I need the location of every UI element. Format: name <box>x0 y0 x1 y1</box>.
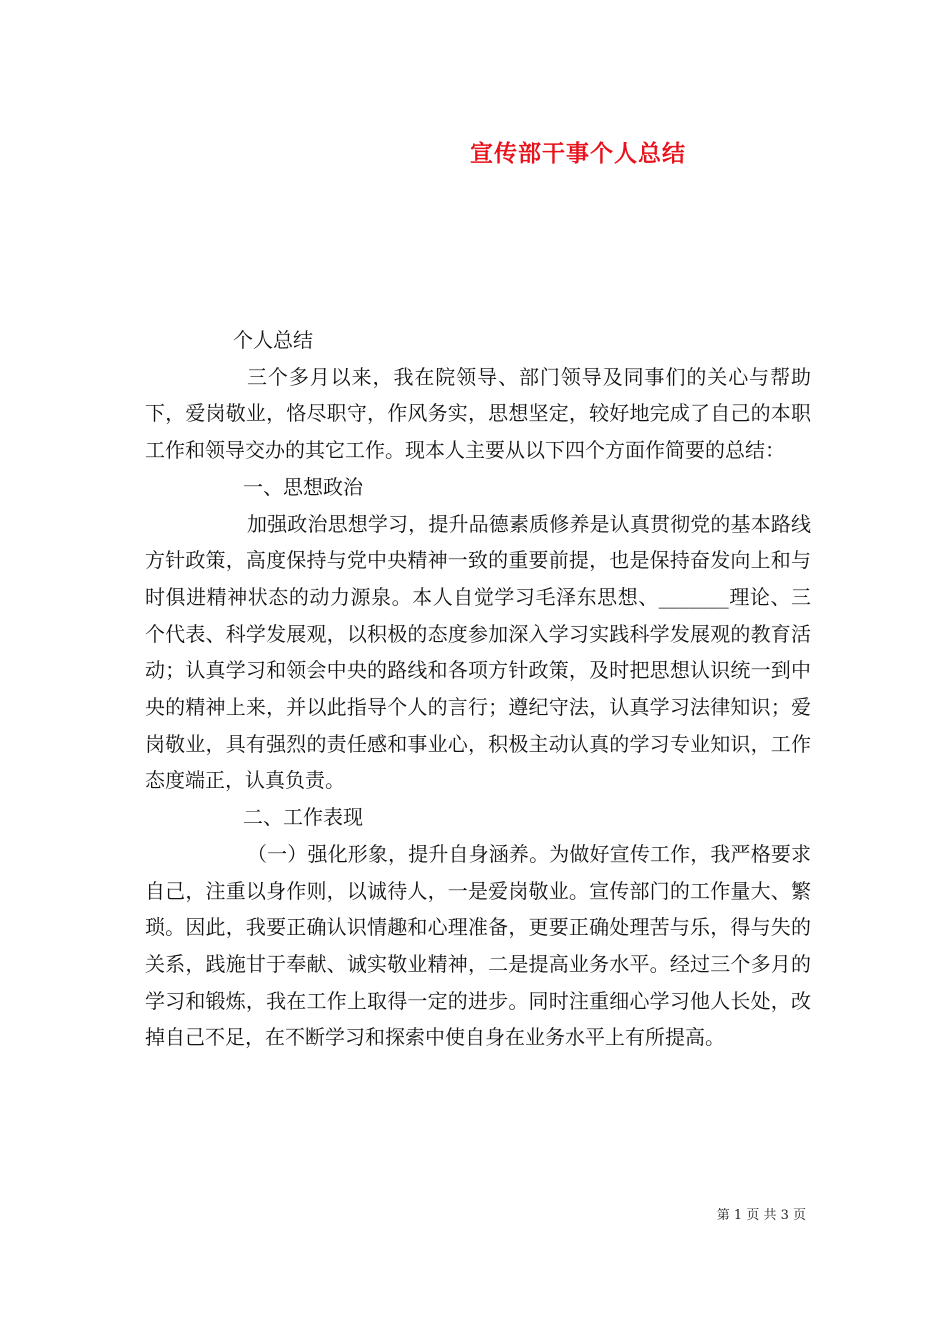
paragraph-work: （一）强化形象，提升自身涵养。为做好宣传工作，我严格要求自己，注重以身作则，以诚待人，一是爱岗敬业。宣传部门的工作量大、繁琐。因此，我要正确认识情趣和心理准备，更要正确处理苦与乐，得与失的关系，践施甘于奉献、诚实敬业精神，二是提高业务水平。经过三个多月的学习和锻炼，我在工作上取得一定的进步。同时注重细心学习他人长处，改掉自己不足，在不断学习和探索中使自身在业务水平上有所提高。 <box>145 841 811 1050</box>
paragraph-intro: 三个多月以来，我在院领导、部门领导及同事们的关心与帮助下，爱岗敬业，恪尽职守，作风务实，思想坚定，较好地完成了自己的本职工作和领导交办的其它工作。现本人主要从以下四个方面作简要的总结： <box>145 364 811 463</box>
section-heading: 个人总结 <box>233 328 313 352</box>
page-number: 第 1 页 共 3 页 <box>716 1208 806 1223</box>
paragraph-politics: 加强政治思想学习，提升品德素质修养是认真贯彻党的基本路线方针政策，高度保持与党中央精神一致的重要前提，也是保持奋发向上和与时俱进精神状态的动力源泉。本人自觉学习毛泽东思想、_______理论、三个代表、科学发展观，以积极的态度参加深入学习实践科学发展观的教育活动；认真学习和领会中央的路线和各项方针政策，及时把思想认识统一到中央的精神上来，并以此指导个人的言行；遵纪守法，认真学习法律知识；爱岗敬业，具有强烈的责任感和事业心，积极主动认真的学习专业知识，工作态度端正，认真负责。 <box>145 511 811 793</box>
document-title: 宣传部干事个人总结 <box>470 140 686 167</box>
section-heading-politics: 一、思想政治 <box>243 474 363 499</box>
section-heading-work: 二、工作表现 <box>243 805 363 830</box>
document-body <box>145 322 811 1056</box>
